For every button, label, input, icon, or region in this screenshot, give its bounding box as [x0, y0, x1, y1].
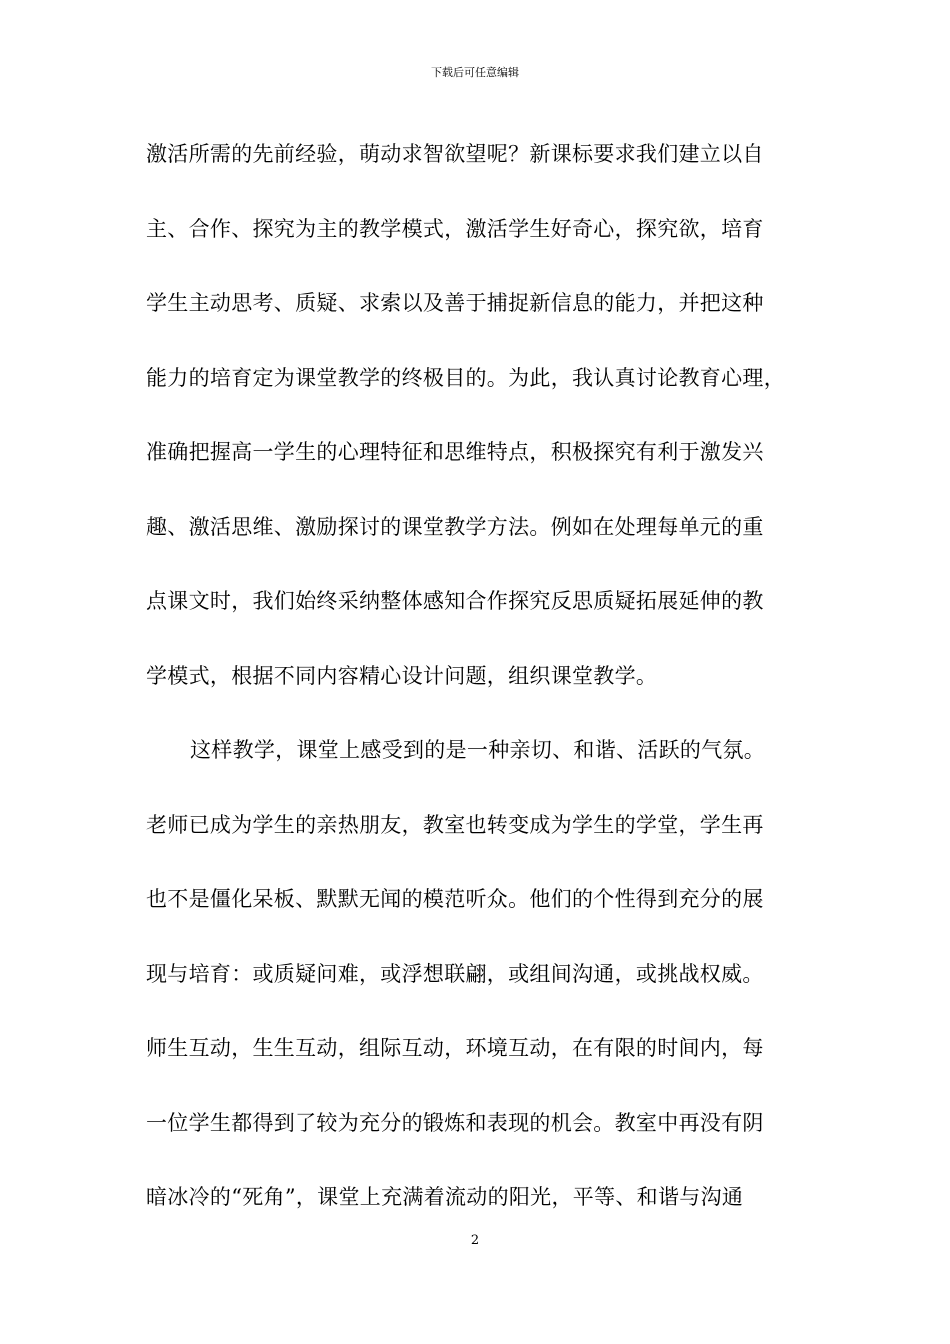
text-line: 准确把握高一学生的心理特征和思维特点，积极探究有利于激发兴 [146, 440, 764, 464]
text-line: 暗冰冷的“死角”，课堂上充满着流动的阳光，平等、和谐与沟通 [146, 1185, 744, 1209]
text-line: 学生主动思考、质疑、求索以及善于捕捉新信息的能力，并把这种 [146, 291, 764, 315]
text-line: 点课文时，我们始终采纳整体感知合作探究反思质疑拓展延伸的教 [146, 589, 764, 613]
text-line: 主、合作、探究为主的教学模式，激活学生好奇心，探究欲，培育 [146, 216, 764, 241]
text-line: 一位学生都得到了较为充分的锻炼和表现的机会。教室中再没有阴 [146, 1110, 764, 1135]
page-header: 下载后可任意编辑 [431, 66, 519, 79]
text-line: 学模式，根据不同内容精心设计问题，组织课堂教学。 [146, 663, 658, 688]
text-line: 能力的培育定为课堂教学的终极目的。为此，我认真讨论教育心理， [146, 365, 785, 390]
text-line: 激活所需的先前经验，萌动求智欲望呢？新课标要求我们建立以自 [146, 142, 764, 166]
text-line: 老师已成为学生的亲热朋友，教室也转变成为学生的学堂，学生再 [146, 812, 764, 837]
document-body [146, 140, 808, 1258]
page-number: 2 [470, 1233, 480, 1248]
text-line: 现与培育：或质疑问难，或浮想联翩，或组间沟通，或挑战权威。 [146, 961, 764, 986]
text-line: 也不是僵化呆板、默默无闻的模范听众。他们的个性得到充分的展 [146, 887, 764, 911]
paragraph-start-line: 这样教学，课堂上感受到的是一种亲切、和谐、活跃的气氛。 [190, 738, 766, 762]
text-line: 趣、激活思维、激励探讨的课堂教学方法。例如在处理每单元的重 [146, 514, 764, 539]
text-line: 师生互动，生生互动，组际互动，环境互动，在有限的时间内，每 [146, 1036, 764, 1060]
